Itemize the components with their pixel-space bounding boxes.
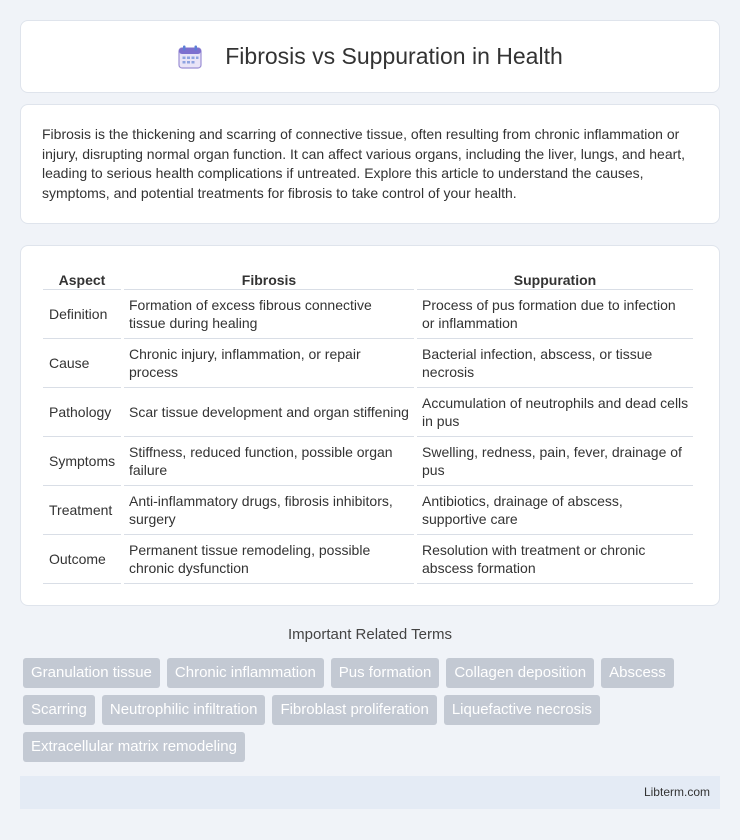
suppuration-cell: Bacterial infection, abscess, or tissue necrosis	[417, 339, 693, 388]
suppuration-cell: Swelling, redness, pain, fever, drainage of pus	[417, 437, 693, 486]
aspect-cell: Outcome	[43, 535, 121, 584]
page-title: Fibrosis vs Suppuration in Health	[225, 43, 563, 69]
aspect-cell: Cause	[43, 339, 121, 388]
related-term-tag[interactable]: Abscess	[601, 658, 674, 688]
comparison-table	[40, 266, 696, 584]
suppuration-cell: Antibiotics, drainage of abscess, supportive care	[417, 486, 693, 535]
table-row	[43, 535, 693, 584]
related-terms-list	[23, 658, 723, 762]
table-row	[43, 388, 693, 437]
table-row	[43, 290, 693, 339]
aspect-cell: Treatment	[43, 486, 121, 535]
fibrosis-cell: Chronic injury, inflammation, or repair process	[124, 339, 414, 388]
related-term-tag[interactable]: Granulation tissue	[23, 658, 160, 688]
fibrosis-cell: Scar tissue development and organ stiffening	[124, 388, 414, 437]
fibrosis-cell: Formation of excess fibrous connective tissue during healing	[124, 290, 414, 339]
related-term-tag[interactable]: Extracellular matrix remodeling	[23, 732, 245, 762]
column-header-aspect: Aspect	[43, 266, 121, 290]
suppuration-cell: Accumulation of neutrophils and dead cells in pus	[417, 388, 693, 437]
intro-text: Fibrosis is the thickening and scarring of connective tissue, often resulting from chronic inflammation or injury, disrupting normal organ function. It can affect various organs, including the liver, lungs, and heart, leading to serious health complications if untreated. Explore this article to understand the causes, symptoms, and potential treatments for fibrosis to take control of your health.	[42, 126, 686, 201]
related-term-tag[interactable]: Pus formation	[331, 658, 440, 688]
fibrosis-cell: Stiffness, reduced function, possible organ failure	[124, 437, 414, 486]
suppuration-cell: Resolution with treatment or chronic abscess formation	[417, 535, 693, 584]
related-term-tag[interactable]: Neutrophilic infiltration	[102, 695, 266, 725]
aspect-cell: Definition	[43, 290, 121, 339]
table-row	[43, 437, 693, 486]
header-card	[20, 20, 720, 93]
column-header-suppuration: Suppuration	[417, 266, 693, 290]
fibrosis-cell: Permanent tissue remodeling, possible chronic dysfunction	[124, 535, 414, 584]
suppuration-cell: Process of pus formation due to infection or inflammation	[417, 290, 693, 339]
comparison-table-card	[20, 245, 720, 606]
aspect-cell: Pathology	[43, 388, 121, 437]
aspect-cell: Symptoms	[43, 437, 121, 486]
table-row	[43, 486, 693, 535]
related-term-tag[interactable]: Collagen deposition	[446, 658, 594, 688]
fibrosis-cell: Anti-inflammatory drugs, fibrosis inhibitors, surgery	[124, 486, 414, 535]
table-row	[43, 339, 693, 388]
related-term-tag[interactable]: Liquefactive necrosis	[444, 695, 600, 725]
intro-card	[20, 104, 720, 224]
footer	[20, 776, 720, 809]
table-header-row	[43, 266, 693, 290]
footer-site-link[interactable]: Libterm.com	[643, 785, 710, 799]
related-terms-title: Important Related Terms	[288, 626, 452, 643]
related-term-tag[interactable]: Chronic inflammation	[167, 658, 324, 688]
related-term-tag[interactable]: Scarring	[23, 695, 95, 725]
column-header-fibrosis: Fibrosis	[124, 266, 414, 290]
calendar-icon	[177, 44, 203, 70]
related-term-tag[interactable]: Fibroblast proliferation	[272, 695, 436, 725]
